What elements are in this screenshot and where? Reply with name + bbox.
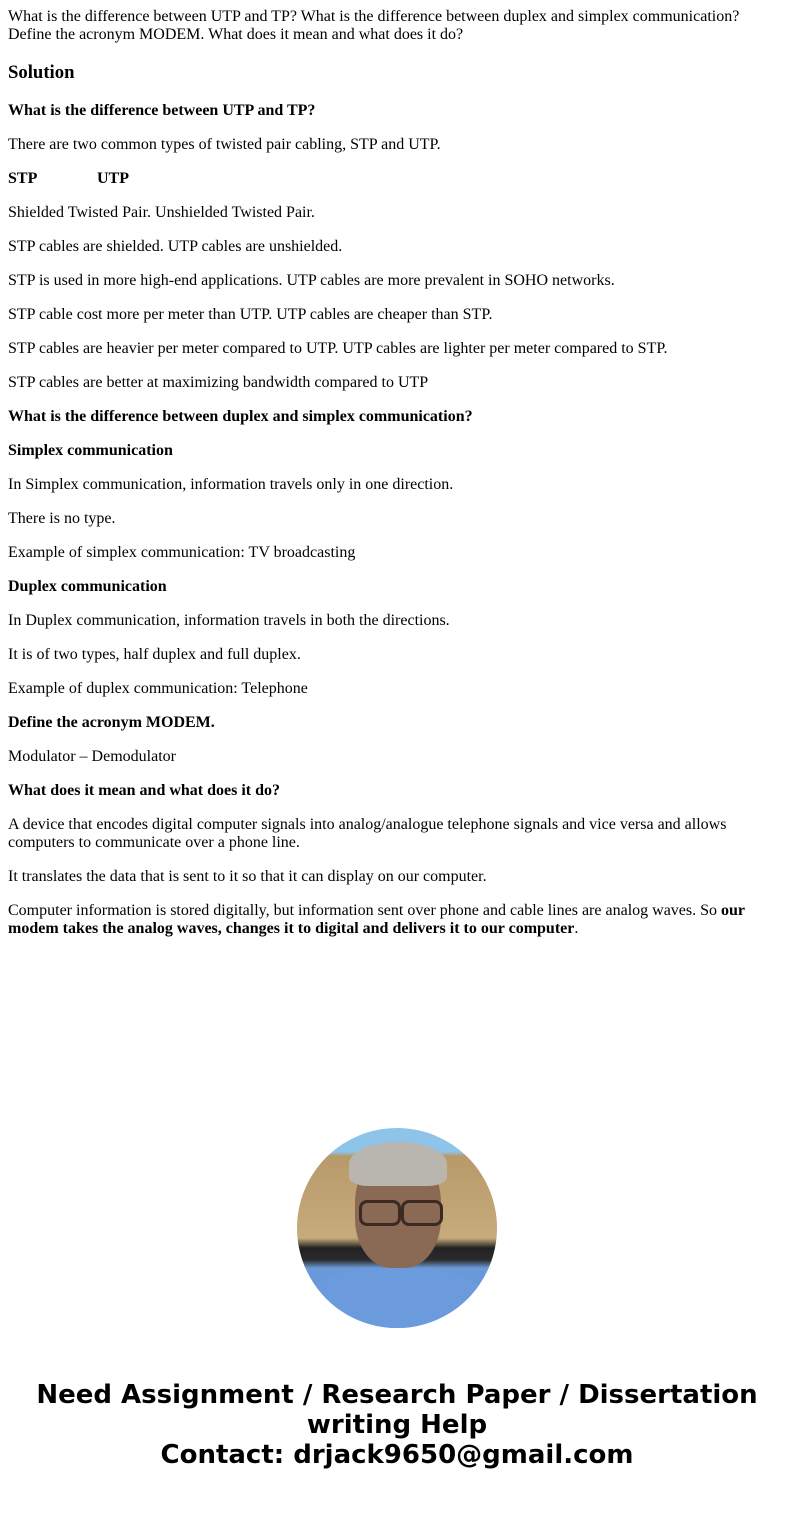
modem-paragraph-final: [8, 902, 786, 938]
comparison-row: STP cable cost more per meter than UTP. UTP cables are cheaper than STP.: [8, 306, 493, 323]
comparison-row: STP cables are heavier per meter compared to UTP. UTP cables are lighter per meter compared to STP.: [8, 340, 668, 357]
comparison-row: STP is used in more high-end applications. UTP cables are more prevalent in SOHO networks.: [8, 272, 615, 289]
simplex-paragraph: In Simplex communication, information travels only in one direction.: [8, 476, 454, 493]
promo-contact: Contact: drjack9650@gmail.com: [160, 1440, 634, 1470]
modem-text-plain: Computer information is stored digitally, but information sent over phone and cable lines are analog waves. So: [8, 902, 722, 919]
glasses-icon: [359, 1200, 401, 1226]
glasses-icon: [401, 1200, 443, 1226]
promo-banner: [8, 1380, 786, 1470]
question-text: What is the difference between UTP and TP? What is the difference between duplex and simplex communication? Define the acronym MODEM. What does it mean and what does it do?: [8, 8, 740, 43]
modem-paragraph: It translates the data that is sent to it so that it can display on our computer.: [8, 868, 487, 885]
simplex-heading: Simplex communication: [8, 442, 173, 459]
photo-hair: [349, 1142, 447, 1186]
solution-heading: Solution: [8, 62, 75, 83]
duplex-paragraph: In Duplex communication, information travels in both the directions.: [8, 612, 450, 629]
modem-heading: Define the acronym MODEM.: [8, 714, 215, 731]
header-utp: UTP: [97, 170, 129, 187]
header-stp: STP: [8, 170, 38, 187]
author-photo: [297, 1128, 497, 1328]
section-heading-utp-tp: What is the difference between UTP and TP?: [8, 102, 316, 119]
author-photo-container: [8, 1128, 786, 1328]
simplex-paragraph: There is no type.: [8, 510, 116, 527]
comparison-header: [8, 170, 786, 188]
promo-line-1: Need Assignment / Research Paper / Dissertation writing Help: [36, 1380, 758, 1440]
intro-paragraph: There are two common types of twisted pair cabling, STP and UTP.: [8, 136, 441, 153]
comparison-row: STP cables are shielded. UTP cables are unshielded.: [8, 238, 343, 255]
photo-shirt: [307, 1268, 487, 1328]
duplex-heading: Duplex communication: [8, 578, 167, 595]
modem-text-bold: our modem takes the analog waves, changes it to digital and delivers it to our computer: [8, 902, 745, 937]
duplex-paragraph: It is of two types, half duplex and full duplex.: [8, 646, 301, 663]
comparison-row: STP cables are better at maximizing bandwidth compared to UTP: [8, 374, 429, 391]
duplex-paragraph: Example of duplex communication: Telephone: [8, 680, 308, 697]
modem-text-end: .: [574, 920, 579, 937]
modem-paragraph: A device that encodes digital computer signals into analog/analogue telephone signals and vice versa and allows computers to communicate over a phone line.: [8, 816, 727, 851]
comparison-row: Shielded Twisted Pair. Unshielded Twisted Pair.: [8, 204, 315, 221]
modem-meaning-heading: What does it mean and what does it do?: [8, 782, 281, 799]
section-heading-duplex: What is the difference between duplex and simplex communication?: [8, 408, 473, 425]
simplex-paragraph: Example of simplex communication: TV broadcasting: [8, 544, 356, 561]
modem-expansion: Modulator – Demodulator: [8, 748, 176, 765]
